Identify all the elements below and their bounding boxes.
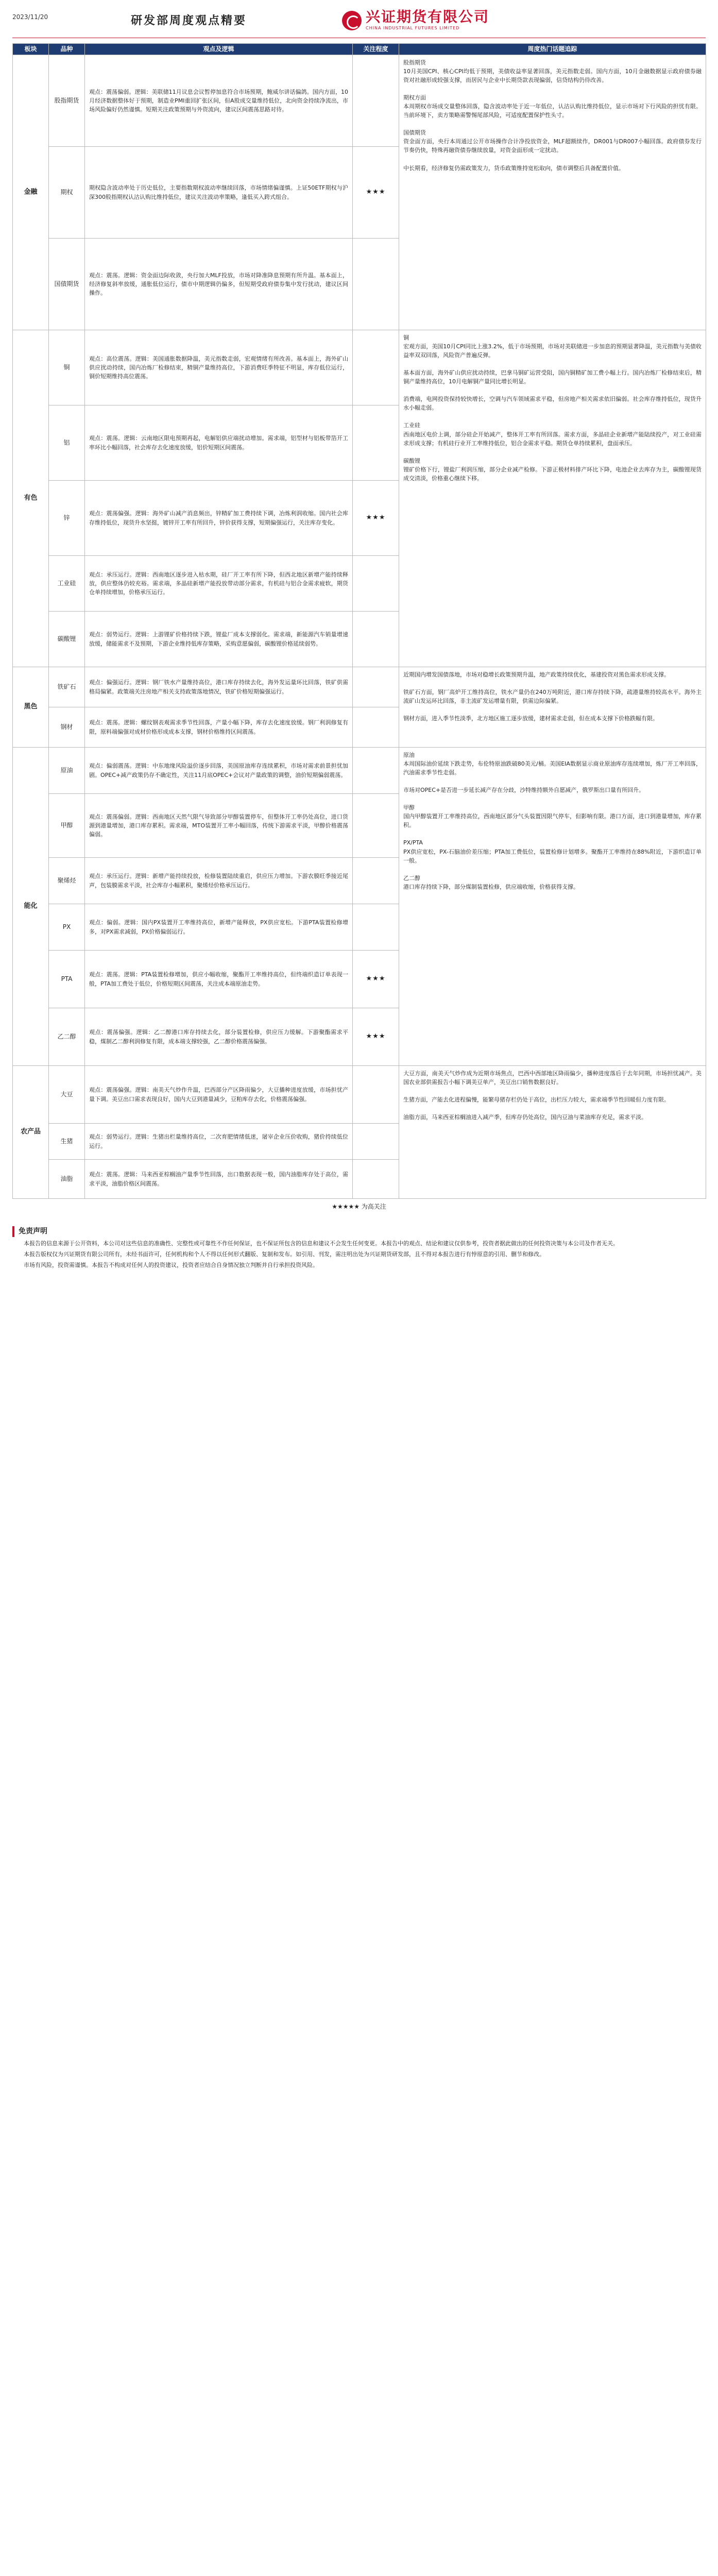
table-header-row	[13, 44, 706, 55]
focus-rating-cell	[353, 794, 399, 858]
focus-rating-cell	[353, 667, 399, 707]
view-logic-cell: 观点：偏强运行。逻辑：钢厂铁水产量维持高位，港口库存持续去化，海外发运量环比回落，铁矿供需格局偏紧。政策端关注房地产相关支持政策落地情况，铁矿价格短期偏强运行。	[85, 667, 353, 707]
variety-cell: 甲醇	[49, 794, 85, 858]
table-row	[13, 55, 706, 147]
focus-rating-cell	[353, 239, 399, 330]
variety-cell: 期权	[49, 147, 85, 239]
view-logic-cell: 观点：承压运行。逻辑：新增产能持续投放，检修装置陆续重启，供应压力增加。下游农膜旺季接近尾声，包装膜需求平淡，社会库存小幅累积，聚烯烃价格承压运行。	[85, 858, 353, 904]
focus-rating-cell	[353, 405, 399, 481]
variety-cell: 股指期货	[49, 55, 85, 147]
focus-rating-cell	[353, 904, 399, 951]
view-logic-cell: 观点：高位震荡。逻辑：美国通胀数据降温，美元指数走弱，宏观情绪有所改善。基本面上，海外矿山供应扰动持续，国内冶炼厂检修结束，精铜产量维持高位，下游消费旺季特征不明显，库存低位运行，铜价短期维持高位震荡。	[85, 330, 353, 405]
view-logic-cell: 观点：偏弱。逻辑：国内PX装置开工率维持高位，新增产能释放，PX供应宽松。下游PTA装置检修增多，对PX需求减弱，PX价格偏弱运行。	[85, 904, 353, 951]
variety-cell: PX	[49, 904, 85, 951]
focus-rating-cell	[353, 330, 399, 405]
sector-cell: 金融	[13, 55, 49, 330]
focus-rating-cell	[353, 1066, 399, 1124]
view-logic-cell: 观点：震荡。逻辑：马来西亚棕榈油产量季节性回落，出口数据表现一般，国内油脂库存处于高位，需求平淡，油脂价格区间震荡。	[85, 1160, 353, 1199]
view-logic-cell: 观点：弱势运行。逻辑：上游锂矿价格持续下跌，锂盐厂成本支撑弱化。需求端，新能源汽车销量增速放缓，储能需求不及预期，下游企业维持低库存策略，采购意愿偏弱，碳酸锂价格延续弱势。	[85, 612, 353, 667]
focus-rating-cell: ★★★	[353, 147, 399, 239]
variety-cell: 碳酸锂	[49, 612, 85, 667]
view-logic-cell: 观点：震荡偏弱。逻辑：西南地区天然气限气导致部分甲醇装置停车，但整体开工率仍处高位，进口货源到港量增加，港口库存累积。需求端，MTO装置开工率小幅回落，传统下游需求平淡，甲醇价格震荡偏弱。	[85, 794, 353, 858]
disclaimer-title: 免责声明	[12, 1226, 706, 1238]
focus-legend: ★★★★★ 为高关注	[332, 1203, 386, 1210]
table-body	[13, 55, 706, 1199]
report-page	[0, 0, 718, 1280]
view-logic-cell: 期权隐含波动率处于历史低位，主要指数期权波动率继续回落，市场情绪偏谨慎。上证50ETF期权与沪深300股指期权认沽认购比维持低位，建议关注波动率策略，逢低买入跨式组合。	[85, 147, 353, 239]
report-header	[12, 9, 706, 38]
focus-rating-cell	[353, 612, 399, 667]
report-title: 研发部周度观点精要	[131, 14, 247, 27]
sector-cell: 农产品	[13, 1066, 49, 1199]
report-date: 2023/11/20	[12, 13, 48, 21]
focus-rating-cell	[353, 1160, 399, 1199]
view-logic-cell: 观点：震荡。逻辑：云南地区限电预期再起，电解铝供应端扰动增加。需求端，铝型材与铝板带箔开工率环比小幅回落，社会库存去化速度放缓，铝价短期区间震荡。	[85, 405, 353, 481]
variety-cell: 铝	[49, 405, 85, 481]
weekly-topic-cell: 近期国内增发国债落地，市场对稳增长政策预期升温，地产政策持续优化，基建投资对黑色需求形成支撑。 铁矿石方面，钢厂高炉开工维持高位，铁水产量仍在240万吨附近，港口库存持续下降，疏港量维持较高水平。海外主流矿山发运环比回落，非主流矿发运增量有限，供需边际偏紧。 钢材方面，进入季节性淡季，北方地区施工逐步放缓，建材需求走弱，但在成本支撑下价格跌幅有限。	[399, 667, 706, 748]
view-logic-cell: 观点：震荡。逻辑：螺纹钢表观需求季节性回落，产量小幅下降，库存去化速度放缓。钢厂利润修复有限，原料端偏强对成材价格形成成本支撑，钢材价格维持区间震荡。	[85, 707, 353, 748]
weekly-topic-cell: 原油 本周国际油价延续下跌走势，布伦特原油跌破80美元/桶。美国EIA数据显示商业原油库存连续增加，炼厂开工率回落，汽油需求季节性走弱。 市场对OPEC+是否进一步延长减产存在分歧，沙特维持额外自愿减产，俄罗斯出口量有所回升。 甲醇 国内甲醇装置开工率维持高位，西南地区部分气头装置因限气停车，但影响有限。港口方面，进口到港量增加，库存累积。 PX/PTA PX供应宽松，PX-石脑油价差压缩；PTA加工费低位，装置检修计划增多。聚酯开工率维持在88%附近，下游织造订单一般。 乙二醇 港口库存持续下降，部分煤制装置检修，供应端收缩，价格获得支撑。	[399, 748, 706, 1066]
variety-cell: 乙二醇	[49, 1008, 85, 1066]
column-header-sector: 板块	[13, 44, 49, 55]
company-logo	[342, 9, 489, 31]
table-row	[13, 330, 706, 405]
logo-mark-icon	[342, 11, 362, 30]
weekly-topic-cell: 股指期货 10月美国CPI、核心CPI均低于预期，美债收益率显著回落，美元指数走弱。国内方面，10月金融数据显示政府债券融资对社融形成较强支撑，而居民与企业中长期贷款表现偏弱，信贷结构仍待改善。 期权方面 本周期权市场成交量整体回落，隐含波动率处于近一年低位，认沽认购比维持低位，显示市场对下行风险的担忧有限。当前环境下，卖方策略需警惕尾部风险，可适度配置保护性头寸。 国债期货 资金面方面，央行本周通过公开市场操作合计净投放资金，MLF超额续作，DR001与DR007小幅回落。政府债券发行节奏仍快，特殊再融资债券继续放量，对资金面形成一定扰动。 中长期看，经济修复仍需政策发力，货币政策维持宽松取向，债市调整后具备配置价值。	[399, 55, 706, 330]
weekly-view-table	[12, 43, 706, 1199]
variety-cell: 国债期货	[49, 239, 85, 330]
sector-cell: 有色	[13, 330, 49, 667]
weekly-topic-cell: 铜 宏观方面，美国10月CPI同比上涨3.2%，低于市场预期，市场对美联储进一步加息的预期显著降温，美元指数与美债收益率双双回落，风险资产普遍反弹。 基本面方面，海外矿山供应扰动持续，巴拿马铜矿运营受阻，国内铜精矿加工费小幅上行。国内冶炼厂检修结束后，精铜产量维持高位，10月电解铜产量同比增长明显。 消费端，电网投资保持较快增长，空调与汽车领域需求平稳，但房地产相关需求依旧偏弱。社会库存维持低位，现货升水小幅走弱。 工业硅 西南地区电价上调，部分硅企开始减产，整体开工率有所回落。需求方面，多晶硅企业新增产能陆续投产，对工业硅需求形成支撑；有机硅行业开工率维持低位，铝合金需求平稳。期货仓单持续累积，盘面承压。 碳酸锂 锂矿价格下行，锂盐厂利润压缩，部分企业减产检修。下游正极材料排产环比下降，电池企业去库存为主，碳酸锂现货成交清淡，价格重心继续下移。	[399, 330, 706, 667]
weekly-topic-cell: 大豆方面，南美天气炒作成为近期市场焦点，巴西中西部地区降雨偏少，播种进度落后于去年同期，市场担忧减产。美国农业部供需报告小幅下调美豆单产，美豆出口销售数据良好。 生猪方面，产能去化进程偏慢，能繁母猪存栏仍处于高位，出栏压力较大，需求端季节性回暖但力度有限。 油脂方面，马来西亚棕榈油进入减产季，但库存仍处高位，国内豆油与菜油库存充足，需求平淡。	[399, 1066, 706, 1199]
focus-rating-cell	[353, 556, 399, 612]
view-logic-cell: 观点：弱势运行。逻辑：生猪出栏量维持高位，二次育肥情绪低迷，屠宰企业压价收购，猪价持续低位运行。	[85, 1124, 353, 1160]
variety-cell: 生猪	[49, 1124, 85, 1160]
view-logic-cell: 观点：震荡偏弱。逻辑：美联储11月议息会议暂停加息符合市场预期，鲍威尔讲话偏鸽。国内方面，10月经济数据整体好于预期，制造业PMI重回扩张区间，但A股成交量维持低位，北向资金持续净流出，市场风险偏好仍然谨慎。短期关注政策预期与外资流向，建议区间震荡思路对待。	[85, 55, 353, 147]
focus-rating-cell: ★★★	[353, 481, 399, 556]
variety-cell: 铁矿石	[49, 667, 85, 707]
variety-cell: 大豆	[49, 1066, 85, 1124]
table-row	[13, 1066, 706, 1124]
column-header-view: 观点及逻辑	[85, 44, 353, 55]
sector-cell: 能化	[13, 748, 49, 1066]
company-name-en: CHINA INDUSTRIAL FUTURES LIMITED	[366, 25, 460, 30]
variety-cell: 原油	[49, 748, 85, 794]
table-row	[13, 748, 706, 794]
variety-cell: 工业硅	[49, 556, 85, 612]
variety-cell: 铜	[49, 330, 85, 405]
variety-cell: 钢材	[49, 707, 85, 748]
column-header-analysis: 周度热门话题追踪	[399, 44, 706, 55]
disclaimer-body	[12, 1239, 706, 1269]
focus-rating-cell	[353, 858, 399, 904]
disclaimer-paragraph: 市场有风险，投资需谨慎。本报告不构成对任何人的投资建议，投资者应结合自身情况独立判断并自行承担投资风险。	[24, 1262, 318, 1269]
disclaimer-paragraph: 本报告的信息来源于公开资料，本公司对这些信息的准确性、完整性或可靠性不作任何保证，也不保证所包含的信息和建议不会发生任何变更。本报告中的观点、结论和建议仅供参考，投资者据此做出的任何投资决策与本公司及作者无关。	[24, 1240, 619, 1247]
focus-rating-cell	[353, 55, 399, 147]
view-logic-cell: 观点：承压运行。逻辑：西南地区逐步进入枯水期，硅厂开工率有所下降，但西北地区新增产能持续释放，供应整体仍较充裕。需求端，多晶硅新增产能投放带动部分需求，有机硅与铝合金需求疲软，期货仓单持续增加，价格承压运行。	[85, 556, 353, 612]
focus-rating-cell	[353, 1124, 399, 1160]
column-header-variety: 品种	[49, 44, 85, 55]
view-logic-cell: 观点：偏弱震荡。逻辑：中东地缘风险溢价逐步回落，美国原油库存连续累积，市场对需求前景担忧加剧。OPEC+减产政策仍存不确定性，关注11月底OPEC+会议对产量政策的调整，油价短期偏弱震荡。	[85, 748, 353, 794]
focus-rating-cell: ★★★	[353, 1008, 399, 1066]
disclaimer-paragraph: 本报告版权仅为兴证期货有限公司所有，未经书面许可，任何机构和个人不得以任何形式翻版、复制和发布。如引用、刊发，需注明出处为兴证期货研发部，且不得对本报告进行有悖原意的引用、删节和修改。	[24, 1251, 545, 1258]
view-logic-cell: 观点：震荡。逻辑：PTA装置检修增加，供应小幅收缩，聚酯开工率维持高位，但终端织造订单表现一般，PTA加工费处于低位，价格短期区间震荡，关注成本端原油走势。	[85, 951, 353, 1008]
focus-rating-cell: ★★★	[353, 951, 399, 1008]
company-name-cn: 兴证期货有限公司	[366, 8, 490, 25]
table-row	[13, 667, 706, 707]
variety-cell: 锌	[49, 481, 85, 556]
view-logic-cell: 观点：震荡。逻辑：资金面边际收敛，央行加大MLF投放，市场对降准降息预期有所升温。基本面上，经济修复斜率放缓，通胀低位运行，债市中期逻辑仍偏多，但短期受政府债券集中发行扰动，建议区间操作。	[85, 239, 353, 330]
sector-cell: 黑色	[13, 667, 49, 748]
view-logic-cell: 观点：震荡偏强。逻辑：乙二醇港口库存持续去化，部分装置检修，供应压力缓解。下游聚酯需求平稳，煤制乙二醇利润修复有限，成本端支撑较强，乙二醇价格震荡偏强。	[85, 1008, 353, 1066]
view-logic-cell: 观点：震荡偏强。逻辑：海外矿山减产消息频出，锌精矿加工费持续下调，冶炼利润收缩。国内社会库存维持低位，现货升水坚挺，镀锌开工率有所回升，锌价获得支撑，短期偏强运行，关注库存变化。	[85, 481, 353, 556]
variety-cell: 油脂	[49, 1160, 85, 1199]
focus-rating-cell	[353, 707, 399, 748]
variety-cell: 聚烯烃	[49, 858, 85, 904]
view-logic-cell: 观点：震荡偏强。逻辑：南美天气炒作升温，巴西部分产区降雨偏少，大豆播种进度放缓，市场担忧产量下调。美豆出口需求表现良好，国内大豆到港量减少，豆粕库存去化，价格震荡偏强。	[85, 1066, 353, 1124]
column-header-focus: 关注程度	[353, 44, 399, 55]
focus-rating-cell	[353, 748, 399, 794]
variety-cell: PTA	[49, 951, 85, 1008]
